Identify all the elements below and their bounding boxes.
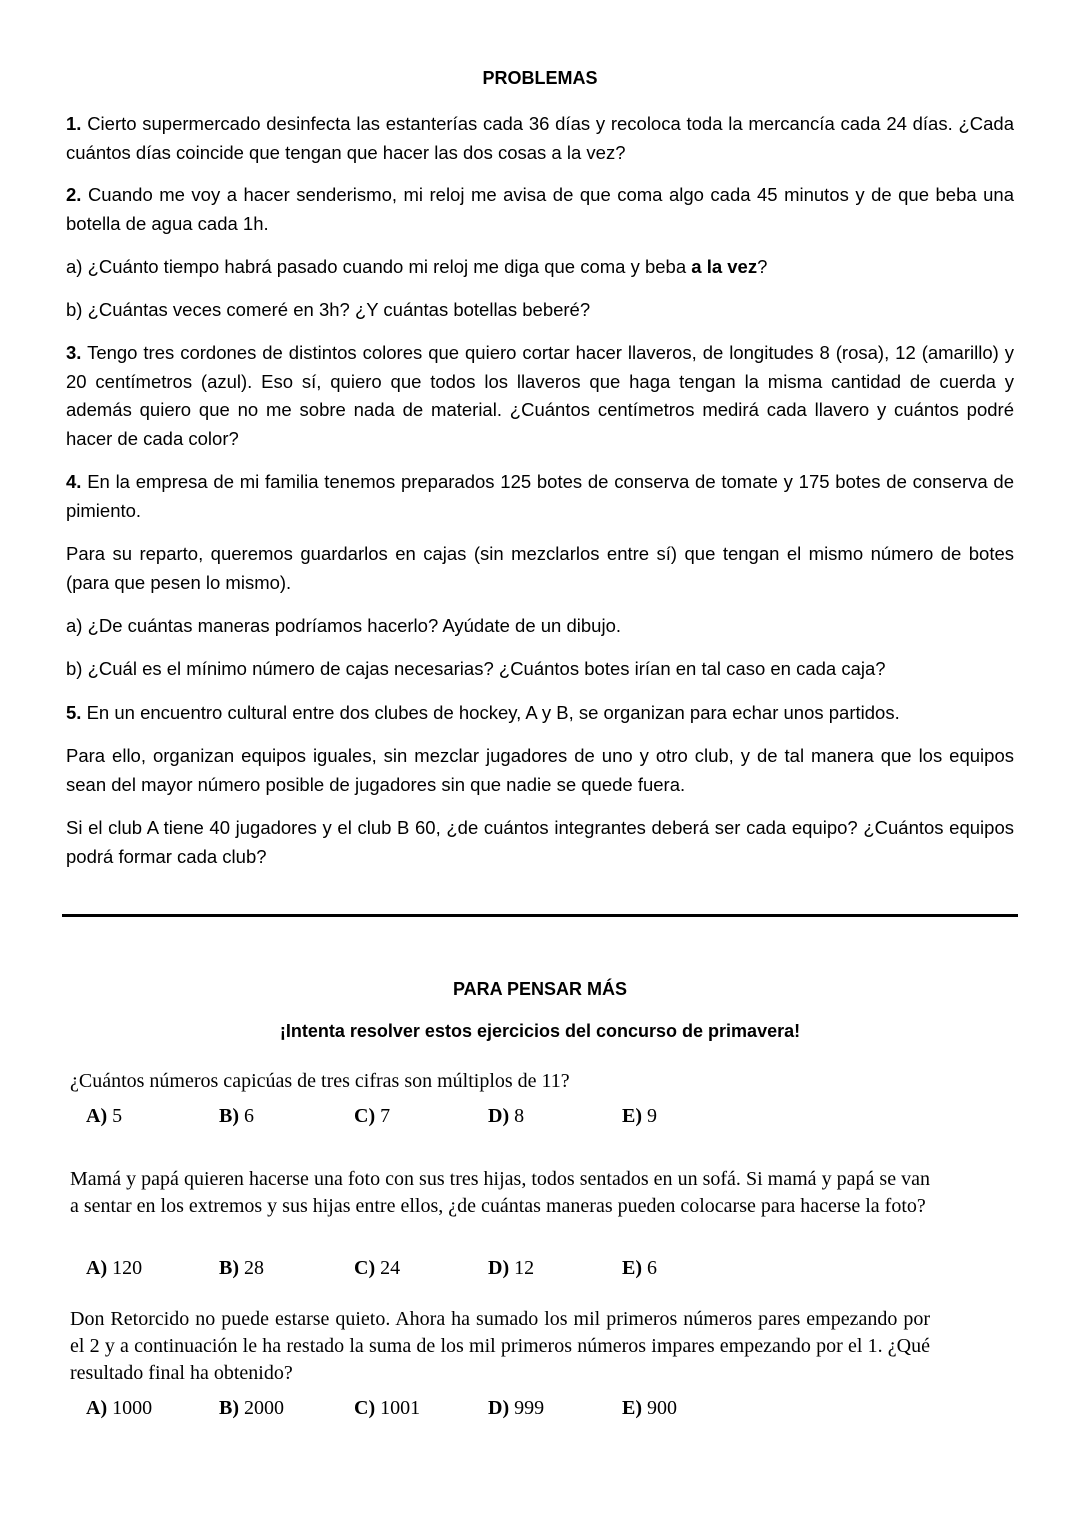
problem-1-text: Cierto supermercado desinfecta las estanterías cada 36 días y recoloca toda la mercancía cada 24 días. ¿Cada cuántos días coincide que tengan que hacer las dos cosas a la vez? (66, 113, 1015, 163)
option-c: C) 7 (354, 1105, 391, 1127)
problem-2a-emphasis: a la vez (691, 256, 758, 277)
problem-5-number: 5. (66, 702, 82, 723)
problem-2a-end: ? (757, 256, 768, 277)
problem-1-number: 1. (66, 113, 82, 134)
contest-question-2: Mamá y papá quieren hacerse una foto con sus tres hijas, todos sentados en un sofá. Si mamá y papá se van a sentar en los extremos y sus hijas entre ellos, ¿de cuántas maneras pueden colocarse para hacerse la foto? (70, 1168, 930, 1217)
extra-subtitle: ¡Intenta resolver estos ejercicios del concurso de primavera! (279, 1021, 801, 1041)
contest-question-3: Don Retorcido no puede estarse quieto. Ahora ha sumado los mil primeros números pares empezando por el 2 y a continuación le ha restado la suma de los mil primeros números impares empezando por el 1. ¿Qué resultado final ha obtenido? (70, 1308, 930, 1384)
option-d: D) 999 (488, 1397, 545, 1419)
problem-4b: b) ¿Cuál es el mínimo número de cajas necesarias? ¿Cuántos botes irían en tal caso en cada caja? (66, 658, 886, 679)
problem-4a: a) ¿De cuántas maneras podríamos hacerlo? Ayúdate de un dibujo. (66, 615, 621, 636)
problem-5-question: Si el club A tiene 40 jugadores y el club B 60, ¿de cuántos integrantes deberá ser cada equipo? ¿Cuántos equipos podrá formar cada club? (66, 817, 1014, 867)
option-a: A) 5 (86, 1105, 123, 1127)
option-e: E) 9 (622, 1105, 657, 1127)
option-d: D) 12 (488, 1257, 535, 1279)
option-a: A) 1000 (86, 1397, 153, 1419)
problems-title: PROBLEMAS (482, 68, 598, 88)
problem-3 (66, 339, 1014, 453)
option-d: D) 8 (488, 1105, 525, 1127)
problem-4-number: 4. (66, 471, 82, 492)
option-b: B) 2000 (219, 1397, 284, 1419)
problem-2 (66, 181, 1014, 238)
option-c: C) 1001 (354, 1397, 421, 1419)
problem-2a-text: a) ¿Cuánto tiempo habrá pasado cuando mi reloj me diga que coma y beba (66, 256, 692, 277)
problem-2b: b) ¿Cuántas veces comeré en 3h? ¿Y cuántas botellas beberé? (66, 299, 591, 320)
section-divider (62, 914, 1018, 917)
option-e: E) 6 (622, 1257, 657, 1279)
option-b: B) 6 (219, 1105, 254, 1127)
option-a: A) 120 (86, 1257, 143, 1279)
problem-5-text: En un encuentro cultural entre dos clubes de hockey, A y B, se organizan para echar unos partidos. (86, 702, 900, 723)
problem-4-text: En la empresa de mi familia tenemos preparados 125 botes de conserva de tomate y 175 botes de conserva de pimiento. (66, 471, 1014, 521)
problem-1 (66, 110, 1014, 167)
problem-4 (66, 468, 1014, 525)
option-b: B) 28 (219, 1257, 264, 1279)
problem-2-text: Cuando me voy a hacer senderismo, mi reloj me avisa de que coma algo cada 45 minutos y de que beba una botella de agua cada 1h. (66, 184, 1015, 234)
problem-3-number: 3. (66, 342, 82, 363)
option-c: C) 24 (354, 1257, 401, 1279)
problem-5-statement: Para ello, organizan equipos iguales, sin mezclar jugadores de uno y otro club, y de tal manera que los equipos sean del mayor número posible de jugadores sin que nadie se quede fuera. (66, 745, 1014, 795)
problem-3-text: Tengo tres cordones de distintos colores que quiero cortar hacer llaveros, de longitudes 8 (rosa), 12 (amarillo) y 20 centímetros (azul). Eso sí, quiero que todos los llaveros que haga tengan la misma cantidad de cuerda y además quiero que no me sobre nada de material. ¿Cuántos centímetros medirá cada llavero y cuántos podré hacer de cada color? (66, 342, 1014, 449)
extra-title: PARA PENSAR MÁS (452, 979, 627, 999)
problem-2a (66, 253, 1014, 282)
problem-2-number: 2. (66, 184, 82, 205)
problem-5 (66, 699, 1014, 728)
option-e: E) 900 (622, 1397, 677, 1419)
contest-question-1: ¿Cuántos números capicúas de tres cifras son múltiplos de 11? (70, 1070, 570, 1092)
problem-4-statement: Para su reparto, queremos guardarlos en cajas (sin mezclarlos entre sí) que tengan el mismo número de botes (para que pesen lo mismo). (66, 543, 1014, 593)
